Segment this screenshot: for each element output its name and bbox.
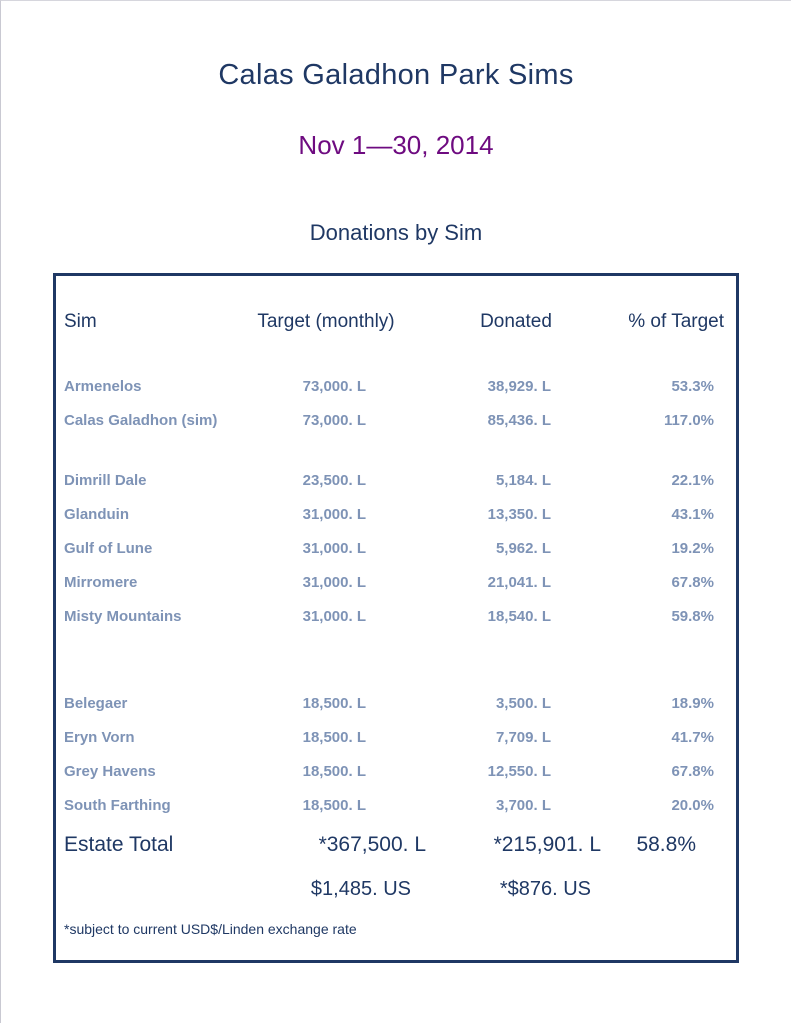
cell-donated: 3,500. L: [495, 694, 551, 712]
usd-donated-value: *$876. US: [499, 878, 591, 900]
cell-sim: South Farthing: [64, 796, 171, 814]
estate-total-pct-value: 58.8%: [636, 833, 696, 856]
cell-pct: 22.1%: [671, 471, 714, 489]
cell-pct: 18.9%: [671, 694, 714, 712]
cell-target: 31,000. L: [302, 607, 366, 625]
cell-sim: Dimrill Dale: [64, 471, 147, 489]
estate-total-donated-value: *215,901. L: [493, 833, 601, 856]
table-header-row: [56, 309, 736, 335]
table-group-1: [56, 369, 736, 437]
cell-target: 23,500. L: [302, 471, 366, 489]
cell-target: 31,000. L: [302, 573, 366, 591]
column-header-sim: Sim: [64, 311, 97, 332]
donations-table: [53, 273, 739, 963]
estate-total-target-value: *367,500. L: [318, 833, 426, 856]
cell-donated: 5,962. L: [495, 539, 551, 557]
table-group-2: [56, 463, 736, 633]
cell-pct: 67.8%: [671, 573, 714, 591]
date-range: Nov 1—30, 2014: [298, 130, 494, 160]
table-row: [56, 369, 736, 403]
table-row: [56, 497, 736, 531]
cell-sim: Calas Galadhon (sim): [64, 411, 218, 429]
cell-target: 73,000. L: [302, 377, 366, 395]
cell-donated: 18,540. L: [487, 607, 551, 625]
usd-total-row: [56, 871, 736, 907]
cell-pct: 53.3%: [671, 377, 714, 395]
cell-sim: Belegaer: [64, 694, 128, 712]
table-group-3: [56, 686, 736, 822]
column-header-target: Target (monthly): [257, 311, 395, 332]
cell-target: 18,500. L: [302, 762, 366, 780]
table-row: [56, 754, 736, 788]
table-row: [56, 463, 736, 497]
estate-total-row: [56, 825, 736, 865]
cell-sim: Gulf of Lune: [64, 539, 153, 557]
table-row: [56, 531, 736, 565]
cell-sim: Glanduin: [64, 505, 129, 523]
cell-sim: Grey Havens: [64, 762, 156, 780]
column-header-donated: Donated: [480, 311, 552, 332]
usd-target-value: $1,485. US: [310, 878, 411, 900]
table-row: [56, 403, 736, 437]
cell-donated: 21,041. L: [487, 573, 551, 591]
cell-target: 31,000. L: [302, 539, 366, 557]
table-row: [56, 686, 736, 720]
table-row: [56, 720, 736, 754]
section-title: Donations by Sim: [309, 220, 483, 245]
table-row: [56, 565, 736, 599]
cell-pct: 41.7%: [671, 728, 714, 746]
cell-pct: 67.8%: [671, 762, 714, 780]
cell-donated: 12,550. L: [487, 762, 551, 780]
cell-target: 31,000. L: [302, 505, 366, 523]
cell-pct: 43.1%: [671, 505, 714, 523]
cell-sim: Armenelos: [64, 377, 142, 395]
cell-pct: 19.2%: [671, 539, 714, 557]
table-row: [56, 788, 736, 822]
cell-sim: Mirromere: [64, 573, 138, 591]
cell-donated: 7,709. L: [495, 728, 551, 746]
page-title: Calas Galadhon Park Sims: [218, 59, 574, 91]
cell-target: 18,500. L: [302, 728, 366, 746]
estate-total-label: Estate Total: [64, 833, 174, 856]
cell-target: 73,000. L: [302, 411, 366, 429]
cell-sim: Misty Mountains: [64, 607, 182, 625]
cell-donated: 38,929. L: [487, 377, 551, 395]
cell-donated: 13,350. L: [487, 505, 551, 523]
cell-pct: 20.0%: [671, 796, 714, 814]
cell-sim: Eryn Vorn: [64, 728, 135, 746]
cell-pct: 117.0%: [663, 411, 714, 429]
table-row: [56, 599, 736, 633]
exchange-rate-footnote: *subject to current USD$/Linden exchange rate: [64, 921, 357, 937]
cell-donated: 85,436. L: [487, 411, 551, 429]
column-header-pct-of-target: % of Target: [628, 311, 724, 332]
cell-target: 18,500. L: [302, 694, 366, 712]
cell-donated: 5,184. L: [495, 471, 551, 489]
cell-pct: 59.8%: [671, 607, 714, 625]
cell-target: 18,500. L: [302, 796, 366, 814]
cell-donated: 3,700. L: [495, 796, 551, 814]
